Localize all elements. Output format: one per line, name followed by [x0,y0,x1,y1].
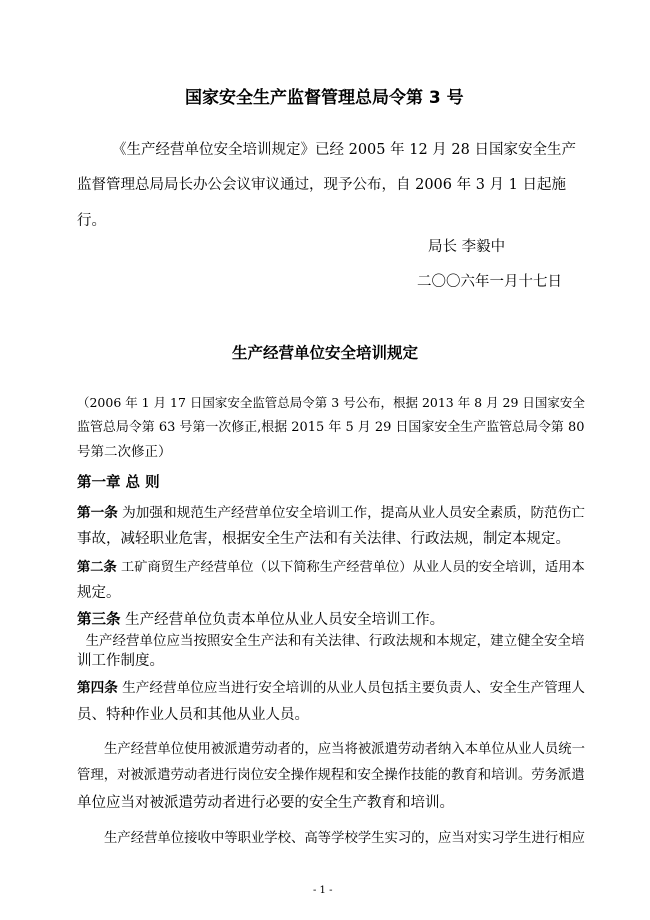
article-text: 生产经营单位接收中等职业学校、高等学校学生实习的，应当对实习学生进行相应 [104,831,585,846]
signature: 局长 李毅中 [428,239,506,255]
article-text: 单位应当对被派遣劳动者进行必要的安全生产教育和培训。 [77,795,454,811]
article-text: 规定。 [77,585,121,601]
article-text: 生产经营单位应当进行安全培训的从业人员包括主要负责人、安全生产管理人 [122,680,585,696]
article-1 [77,503,585,523]
article-text: 为加强和规范生产经营单位安全培训工作，提高从业人员安全素质，防范伤亡 [122,505,585,521]
announcement-line: 监督管理总局局长办公会议审议通过，现予公布，自 2006 年 3 月 1 日起施 [77,177,567,193]
article-4 [77,678,585,698]
order-title: 国家安全生产监督管理总局令第 3 号 [185,88,464,108]
article-text: 生产经营单位使用被派遣劳动者的，应当将被派遣劳动者纳入本单位从业人员统一 [104,742,585,757]
revision-note-line: 号第二次修正） [77,444,172,460]
revision-note-line: 监管总局令第 63 号第一次修正,根据 2015 年 5 月 29 日国家安全生产监管总局令第 80 [77,420,585,435]
article-label: 第二条 [77,560,117,575]
article-label: 第四条 [77,680,118,696]
article-label: 第一条 [77,505,118,521]
article-text: 训工作制度。 [77,653,164,669]
article-text: 生产经营单位负责本单位从业人员安全培训工作。 [125,612,445,628]
order-date: 二〇〇六年一月十七日 [417,274,562,290]
article-text: 事故，减轻职业危害，根据安全生产法和有关法律、行政法规，制定本规定。 [77,531,570,547]
article-text: 工矿商贸生产经营单位（以下简称生产经营单位）从业人员的安全培训，适用本 [120,560,585,575]
article-label: 第三条 [77,612,121,628]
article-text: 管理，对被派遣劳动者进行岗位安全操作规程和安全操作技能的教育和培训。劳务派遣 [77,768,585,783]
regulation-title: 生产经营单位安全培训规定 [232,344,419,362]
announcement-line: 行。 [77,213,106,229]
article-2 [77,558,585,578]
article-text: 生产经营单位应当按照安全生产法和有关法律、行政法规和本规定，建立健全安全培 [77,633,585,649]
chapter-heading: 第一章 总 则 [77,475,160,491]
revision-note-line: （2006 年 1 月 17 日国家安全监管总局令第 3 号公布，根据 2013 年 8 月 29 日国家安全 [77,395,585,410]
announcement-line: 《生产经营单位安全培训规定》已经 2005 年 12 月 28 日国家安全生产 [112,142,576,158]
page-number: - 1 - [313,885,333,896]
article-text: 员、特种作业人员和其他从业人员。 [77,707,309,723]
article-3 [77,610,444,630]
